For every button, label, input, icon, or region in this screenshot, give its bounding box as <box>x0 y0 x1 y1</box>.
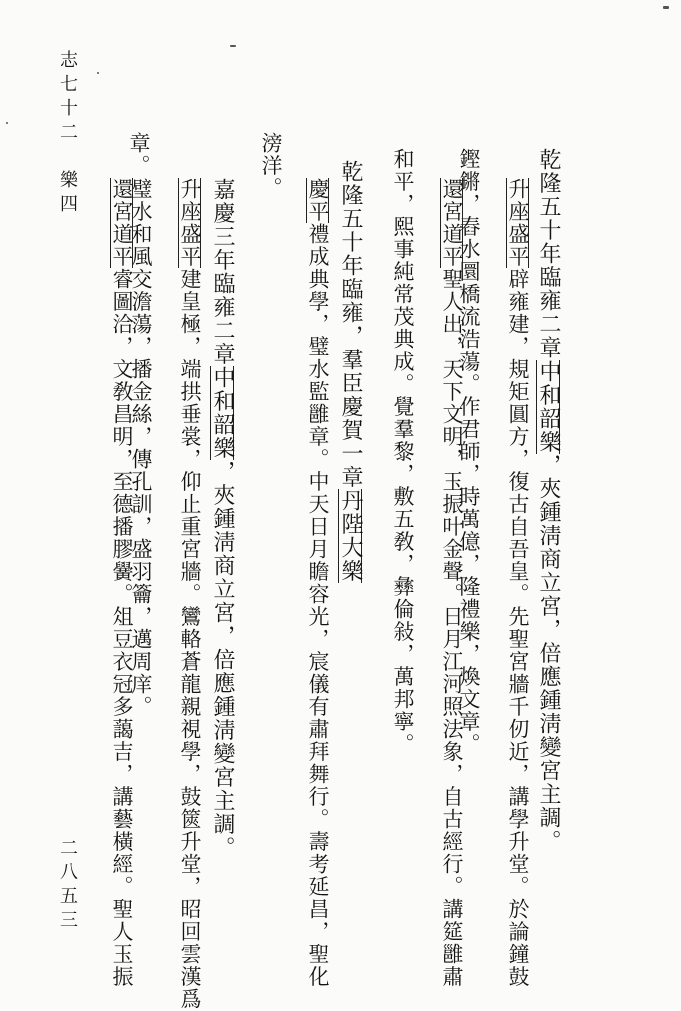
verse-qingping <box>292 178 329 988</box>
verse-huangong <box>426 178 463 988</box>
verse-continuation <box>260 132 281 200</box>
section-heading-jiaqing-linyong <box>196 178 256 860</box>
verse-text: 建皇極，端拱垂裳，仰止重宮牆。鸞輅蒼龍親視學，鼓篋升堂，昭回雲漢爲 <box>178 268 202 1011</box>
page-number: 二八五三 <box>57 838 78 934</box>
section-heading-congratulation <box>324 160 384 583</box>
scan-speck <box>6 122 8 124</box>
running-title: 志七十二 樂四 <box>57 50 78 218</box>
verse-label: 慶平 <box>306 178 330 223</box>
verse-text: 滂洋。 <box>259 132 283 200</box>
verse-text: 章。 <box>127 132 151 177</box>
verse-text: 辟雍建，規矩圓方，復古自吾皇。先聖宮牆千仞近，講學升堂。於論鐘鼓 <box>506 268 530 988</box>
verse-continuation <box>392 148 413 756</box>
verse-label: 升座盛平 <box>506 178 530 268</box>
music-tag: 中和韶樂 <box>210 366 235 460</box>
verse-text: 睿圖洽，文敎昌明，至德播膠黌。俎豆衣冠多藹吉，講藝橫經。聖人玉振 <box>110 268 134 988</box>
heading-title: 乾隆五十年臨雍二章 <box>536 148 561 360</box>
heading-text: ，夾鍾淸商立宮，倍應鍾淸變宮主調。 <box>536 453 561 853</box>
verse-shengzuo-jiaqing <box>164 178 201 1011</box>
music-tag: 丹陛大樂 <box>338 489 363 583</box>
heading-text: ，夾鍾淸商立宮，倍應鍾淸變宮主調。 <box>210 460 235 860</box>
scan-speck <box>230 45 236 47</box>
verse-continuation <box>128 132 149 177</box>
verse-shengzuo <box>492 178 529 988</box>
verse-label: 還宮道平 <box>110 178 134 268</box>
verse-text: 聖人出，天下文明，玉振叶金聲。日月江河照法象，自古經行。講筵雝肅 <box>440 268 464 988</box>
verse-text: 鏗鏘，舂水圜橋流浩蕩。作君師，時萬億，隆禮樂，煥文章。 <box>457 148 481 756</box>
heading-title: 乾隆五十年臨雍，羣臣慶賀一章 <box>338 160 363 489</box>
verse-label: 還宮道平 <box>440 178 464 268</box>
music-tag: 中和韶樂 <box>536 359 561 454</box>
verse-text: 璧水和風交澹蕩，播金絲，傳孔訓，盛羽籥，邁周庠。 <box>129 178 153 718</box>
verse-text: 禮成典學，璧水監雝章。中天日月瞻容光，宸儀有肅拜舞行。壽考延昌，聖化 <box>306 223 330 988</box>
verse-label: 升座盛平 <box>178 178 202 268</box>
heading-title: 嘉慶三年臨雍二章 <box>210 178 235 366</box>
verse-huangong-jiaqing <box>96 178 133 988</box>
scan-speck <box>97 72 99 74</box>
scan-speck <box>663 6 669 9</box>
section-heading-qianlong-linyong <box>522 148 582 853</box>
verse-text: 和平，熙事純常茂典成。覺羣黎，敷五敎，彝倫敍，萬邦寧。 <box>391 148 415 756</box>
